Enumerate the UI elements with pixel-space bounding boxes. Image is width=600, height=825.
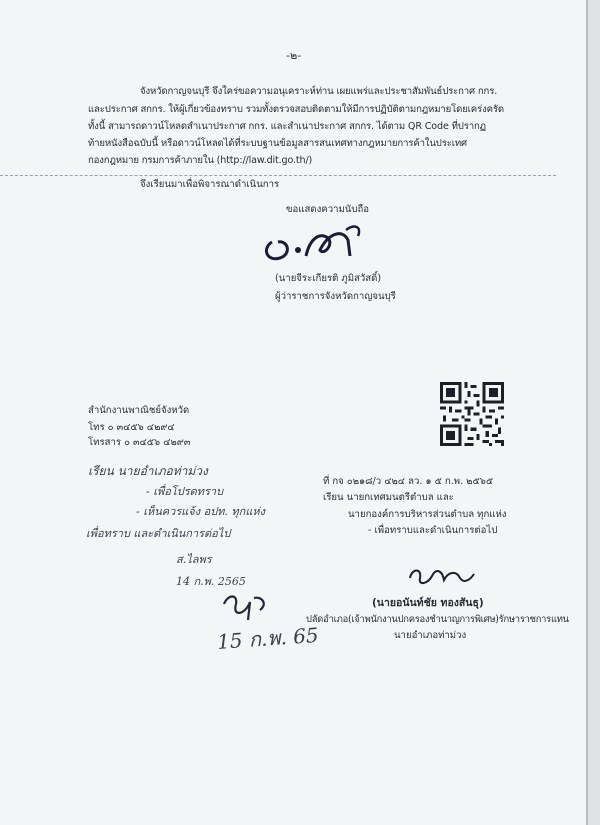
governor-name: (นายจีระเกียรติ ภูมิสวัสดิ์) — [275, 273, 382, 284]
divider — [0, 175, 556, 176]
body-line: จังหวัดกาญจนบุรี จึงใคร่ขอความอนุเคราะห์ท่าน เผยแพร่และประชาสัมพันธ์ประกาศ กกร. — [140, 86, 498, 97]
endorsement-purpose: - เพื่อทราบและดำเนินการต่อไป — [368, 525, 498, 536]
endorser-title: ปลัดอำเภอ(เจ้าพนักงานปกครองชำนาญการพิเศษ)รักษาราชการแทน — [306, 614, 569, 625]
body-line: กองกฎหมาย กรมการค้าภายใน (http://law.dit.go.th/) — [88, 155, 313, 166]
qr-code — [440, 382, 504, 446]
handwritten-date: 14 ก.พ. 2565 — [176, 575, 246, 588]
office-phone: โทร ๐ ๓๔๕๖ ๔๒๙๔ — [88, 422, 175, 433]
endorsement-addressee: นายกองค์การบริหารส่วนตำบล ทุกแห่ง — [348, 509, 507, 520]
closing-request: จึงเรียนมาเพื่อพิจารณาดำเนินการ — [140, 179, 280, 190]
endorser-title: นายอำเภอท่าม่วง — [394, 630, 467, 641]
handwritten-note: เพื่อทราบ และดำเนินการต่อไป — [86, 527, 231, 540]
endorsement-reference: ที่ กจ ๐๒๑๘/ว ๔๒๔ ลว. ๑ ๕ ก.พ. ๒๕๖๕ — [323, 476, 494, 487]
governor-title: ผู้ว่าราชการจังหวัดกาญจนบุรี — [275, 291, 396, 302]
handwritten-signature — [218, 590, 278, 624]
body-line: ท้ายหนังสือฉบับนี้ หรือดาวน์โหลดได้ที่ระบบฐานข้อมูลสารสนเทศทางกฎหมายการค้าในประเทศ — [88, 138, 467, 149]
endorsement-addressee: เรียน นายกเทศมนตรีตำบล และ — [323, 492, 454, 503]
governor-signature — [258, 218, 378, 268]
page-number: -๒- — [286, 49, 302, 62]
handwritten-addressee: เรียน นายอำเภอท่าม่วง — [88, 464, 208, 478]
handwritten-initials: ส.ไลพร — [176, 553, 212, 566]
office-name: สำนักงานพาณิชย์จังหวัด — [88, 405, 190, 416]
complimentary-close: ขอแสดงความนับถือ — [286, 204, 370, 215]
endorser-signature — [404, 560, 484, 590]
endorser-name: (นายอนันท์ชัย ทองสันธุ) — [372, 597, 484, 609]
handwritten-note: - เห็นควรแจ้ง อปท. ทุกแห่ง — [136, 505, 266, 518]
handwritten-note: - เพื่อโปรดทราบ — [146, 485, 224, 498]
received-stamp-date: 15 ก.พ. 65 — [216, 622, 320, 654]
body-line: ทั้งนี้ สามารถดาวน์โหลดสำเนาประกาศ กกร. และสำเนาประกาศ สกกร. ได้ตาม QR Code ที่ปรากฏ — [88, 121, 486, 132]
body-line: และประกาศ สกกร. ให้ผู้เกี่ยวข้องทราบ รวมทั้งตรวจสอบติดตามให้มีการปฏิบัติตามกฎหมายโดยเคร่งครัด — [88, 104, 504, 115]
office-fax: โทรสาร ๐ ๓๔๕๖ ๔๒๙๓ — [88, 437, 191, 448]
